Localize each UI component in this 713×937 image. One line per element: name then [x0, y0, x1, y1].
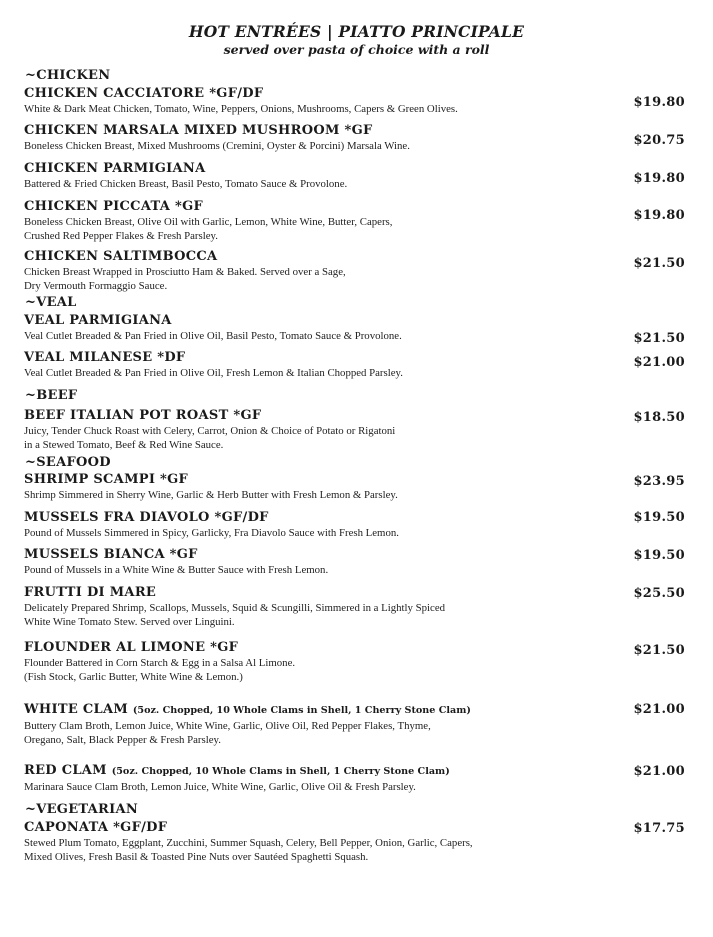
category-beef: ~BEEF [25, 388, 78, 403]
menu-item-chicken-parmigiana [24, 161, 689, 191]
item-price: $21.00 [633, 355, 685, 370]
item-description: Shrimp Simmered in Sherry Wine, Garlic & Herb Butter with Fresh Lemon & Parsley. [24, 489, 398, 501]
menu-item-white-clam [24, 702, 689, 747]
menu-item-red-clam [24, 763, 689, 794]
item-price: $19.50 [633, 510, 685, 525]
item-note: (5oz. Chopped, 10 Whole Clams in Shell, 1 Cherry Stone Clam) [111, 766, 450, 777]
category-veal: ~VEAL [25, 295, 77, 310]
item-name: SHRIMP SCAMPI *GF [24, 472, 189, 487]
item-name: WHITE CLAM [24, 702, 129, 717]
item-description: White & Dark Meat Chicken, Tomato, Wine, Peppers, Onions, Mushrooms, Capers & Green Olives. [24, 103, 458, 115]
item-price: $19.80 [633, 208, 685, 223]
item-name: VEAL PARMIGIANA [24, 313, 172, 328]
menu-item-chicken-piccata [24, 199, 689, 243]
item-price: $19.80 [633, 171, 685, 186]
item-name: CHICKEN SALTIMBOCCA [24, 249, 218, 264]
item-description: Marinara Sauce Clam Broth, Lemon Juice, White Wine, Garlic, Olive Oil & Fresh Parsley. [24, 781, 416, 793]
item-description: Delicately Prepared Shrimp, Scallops, Mussels, Squid & Scungilli, Simmered in a Lightly Spiced White Wine Tomato Stew. Served over Linguini. [24, 602, 446, 628]
item-description: Pound of Mussels in a White Wine & Butter Sauce with Fresh Lemon. [24, 564, 329, 576]
menu-item-caponata [24, 820, 689, 864]
item-name: MUSSELS BIANCA *GF [24, 547, 198, 562]
menu-item-frutti-di-mare [24, 585, 689, 629]
item-price: $21.50 [633, 256, 685, 271]
menu-item-beef-pot-roast [24, 408, 689, 452]
item-description: Boneless Chicken Breast, Mixed Mushrooms (Cremini, Oyster & Porcini) Marsala Wine. [24, 140, 410, 152]
item-name: CAPONATA *GF/DF [24, 820, 168, 835]
menu-item-veal-milanese [24, 350, 689, 380]
item-name: CHICKEN CACCIATORE *GF/DF [24, 86, 264, 101]
item-name: CHICKEN MARSALA MIXED MUSHROOM *GF [24, 123, 373, 138]
menu-item-chicken-saltimbocca [24, 249, 689, 293]
item-name: VEAL MILANESE *DF [24, 350, 186, 365]
item-price: $18.50 [633, 410, 685, 425]
menu-item-chicken-cacciatore [24, 86, 689, 116]
item-name: MUSSELS FRA DIAVOLO *GF/DF [24, 510, 269, 525]
item-price: $21.50 [633, 643, 685, 658]
item-description: Buttery Clam Broth, Lemon Juice, White Wine, Garlic, Olive Oil, Red Pepper Flakes, Thyme, Oregano, Salt, Black Pepper & Fresh Parsley. [24, 720, 431, 746]
item-price: $21.00 [633, 764, 685, 779]
item-name: FLOUNDER AL LIMONE *GF [24, 640, 239, 655]
item-description: Battered & Fried Chicken Breast, Basil Pesto, Tomato Sauce & Provolone. [24, 178, 348, 190]
item-name: CHICKEN PICCATA *GF [24, 199, 204, 214]
menu-subtitle: served over pasta of choice with a roll [223, 42, 490, 57]
item-price: $19.80 [633, 95, 685, 110]
category-chicken: ~CHICKEN [25, 68, 111, 83]
item-name: BEEF ITALIAN POT ROAST *GF [24, 408, 262, 423]
item-description: Chicken Breast Wrapped in Prosciutto Ham & Baked. Served over a Sage, Dry Vermouth Formaggio Sauce. [24, 266, 346, 292]
item-name: RED CLAM [24, 763, 107, 778]
category-seafood: ~SEAFOOD [25, 455, 111, 470]
item-price: $17.75 [633, 821, 685, 836]
menu-item-mussels-bianca [24, 547, 689, 577]
menu-title: HOT ENTRÉES | PIATTO PRINCIPALE [188, 22, 525, 41]
menu-item-veal-parmigiana [24, 313, 689, 343]
item-price: $20.75 [633, 133, 685, 148]
menu-item-chicken-marsala [24, 123, 689, 153]
item-price: $25.50 [633, 586, 685, 601]
item-price: $19.50 [633, 548, 685, 563]
item-description: Boneless Chicken Breast, Olive Oil with Garlic, Lemon, White Wine, Butter, Capers, Crushed Red Pepper Flakes & Fresh Parsley. [24, 216, 393, 242]
item-description: Juicy, Tender Chuck Roast with Celery, Carrot, Onion & Choice of Potato or Rigatoni in a Stewed Tomato, Beef & Red Wine Sauce. [24, 425, 396, 451]
menu-item-flounder-al-limone [24, 640, 689, 684]
item-description: Flounder Battered in Corn Starch & Egg in a Salsa Al Limone. (Fish Stock, Garlic Butter, White Wine & Lemon.) [24, 657, 296, 683]
item-price: $23.95 [633, 474, 685, 489]
item-price: $21.50 [633, 331, 685, 346]
menu-item-mussels-fra-diavolo [24, 510, 689, 540]
item-name: FRUTTI DI MARE [24, 585, 157, 600]
item-description: Veal Cutlet Breaded & Pan Fried in Olive Oil, Fresh Lemon & Italian Chopped Parsley. [24, 367, 403, 379]
item-description: Stewed Plum Tomato, Eggplant, Zucchini, Summer Squash, Celery, Bell Pepper, Onion, Garlic, Capers, Mixed Olives, Fresh Basil & Toasted Pine Nuts over Sautéed Spaghetti Squash. [24, 837, 473, 863]
menu-item-shrimp-scampi [24, 472, 689, 502]
item-price: $21.00 [633, 702, 685, 717]
item-note: (5oz. Chopped, 10 Whole Clams in Shell, 1 Cherry Stone Clam) [132, 705, 471, 716]
category-vegetarian: ~VEGETARIAN [25, 802, 139, 817]
item-description: Pound of Mussels Simmered in Spicy, Garlicky, Fra Diavolo Sauce with Fresh Lemon. [24, 527, 399, 539]
item-description: Veal Cutlet Breaded & Pan Fried in Olive Oil, Basil Pesto, Tomato Sauce & Provolone. [24, 330, 402, 342]
item-name: CHICKEN PARMIGIANA [24, 161, 206, 176]
